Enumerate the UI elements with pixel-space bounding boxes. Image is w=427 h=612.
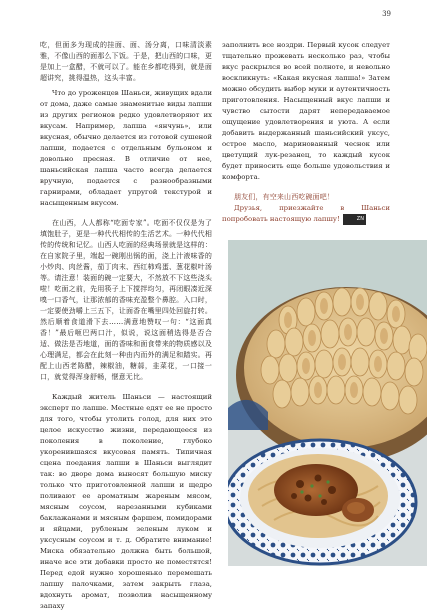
page-number: 39 xyxy=(382,10,391,18)
right-column xyxy=(222,40,390,225)
noodle-photo xyxy=(228,240,427,566)
end-mark-icon: ZN xyxy=(343,214,366,225)
closing-line-russian-text: Друзья, приезжайте в Шаньси попробовать настоящую лапшу! xyxy=(222,204,390,223)
paragraph-intro-russian: Что до уроженцев Шаньси, живущих вдали от дома, даже самые знаменитые виды лапши из других регионов редко удовлетворяют их вкусам. Например, лапша «янчунь», или вкусная, обычно делается из готовой сушеной лапши, подается с отдельным бульоном и довольно пресная. В отличие от нее, шаньсийская лапша часто всегда делается вручную, подается с разнообразными гарнирами, обладает упругой текстурой и насыщенным вкусом. xyxy=(40,89,212,207)
closing-line-chinese: 朋友们，有空来山西吃碗面吧！ xyxy=(234,193,335,201)
paragraph-expert-russian: Каждый житель Шаньси — настоящий эксперт по лапше. Местные едят ее не просто для того, чтобы утолить голод, для них это целое искусство жизни, передающееся из поколения в поколение, глубоко укоренившаяся вкусовая память. Типичная сцена поедания лапши в Шаньси выглядит так: во дворе дома выносят большую миску только что приготовленной лапши и щедро поливают ее ароматным жареным мясом, мясным соусом, нарезанными кубиками баклажанами и мясным фаршем, помидорами и яйцами, рубленым зеленым луком и уксусным соусом и т. д. Обратите внимание! Миска обязательно должна быть большой, иначе все эти добавки просто не поместятся! Перед едой нужно хорошенько перемешать лапшу палочками, затем закрыть глаза, вдохнуть аромат, позволив насыщенному запаху xyxy=(40,393,212,610)
noodle-photo-illustration xyxy=(228,240,427,566)
paragraph-continued-russian: заполнить все ноздри. Первый кусок следует тщательно прожевать несколько раз, чтобы вкус раскрылся во всей полноте, и невольно воскликнуть: «Какая вкусная лапша!» Затем можно обсудить выбор муки и аутентичность приготовления. Насыщенный вкус лапши и чувство сытости дарят непередаваемое ощущение удовлетворения и уюта. А если добавить выдержанный шаньсийский уксус, острое масло, маринованный чеснок или цветущий лук-резанец, то каждый кусок будет приносить еще больше удовольствия и комфорта. xyxy=(222,41,390,181)
left-column xyxy=(40,40,212,612)
paragraph-intro-chinese: 吃，但面多为现成的挂面、面、汤分离，口味清淡素雅，不像山西的面那么下饭。于是，把山西的口味，更是加上一盒醋，不就可以了。能在乡都吃得到，就是面超讲究，挑得温热，这头丰富。 xyxy=(40,41,212,82)
paragraph-expert-chinese: 在山西，人人都称“吃面专家”。吃面不仅仅是为了填饱肚子，更是一种代代相传的生活艺术。一种代代相传的传统和记忆。山西人吃面的经典场景就是这样的：在自家院子里，端起一碗刚出锅的面，浇上汁液味香的小炒肉、肉丝酱，茄丁肉末、西红柿鸡蛋、葱花椒叶汤等。请注意！装面的碗一定要大，不然放不下这些浇头啦！吃面之前，先用筷子上下搅拌均匀，再闭眼凑近深嗅一口香气，让那浓郁的香味充盈整个鼻腔。入口时，一定要使劲嚼上三五下，让面香在嘴里四处回旋打转。然后顺着食道滑下去……满意地赞叹一句：“这面真香！”最后咂巴两口汁，似说，说这面稍选得是否合适、做法是否地道，面的香味和面食带来的物质感以及心理满足，都会在此刻一种由内而外的满足和踏实。再配上山西老陈醋，辣椒油，糖蒜，韭菜花，一口接一口，就觉得浑身舒畅，惬意无比。 xyxy=(40,219,212,381)
closing-line-russian xyxy=(222,203,390,225)
